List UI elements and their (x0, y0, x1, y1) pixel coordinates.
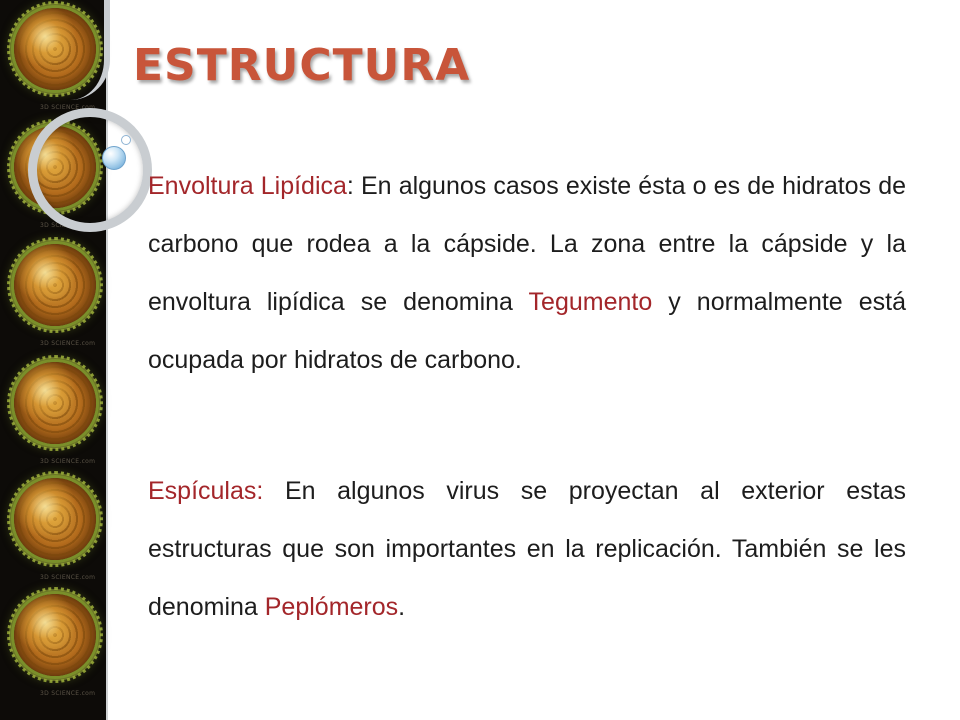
virus-icon (14, 594, 96, 676)
paragraph-text: : En algunos casos existe ésta o es de hidratos de carbono que rodea a la cápside. La zona entre la cápside y la envoltura lipídica se denomina (148, 172, 906, 316)
virus-icon (14, 478, 96, 560)
watermark: 3D SCIENCE.com (40, 222, 96, 229)
watermark: 3D SCIENCE.com (40, 340, 96, 347)
virus-icon (14, 362, 96, 444)
paragraph-text: . (398, 593, 406, 621)
term-espiculas: Espículas: (148, 477, 264, 505)
term-peplomeros: Peplómeros (264, 593, 399, 621)
paragraph-text: y normalmente está ocupada por hidratos de carbono. (148, 288, 906, 374)
watermark: 3D SCIENCE.com (40, 690, 96, 697)
slide-title: ESTRUCTURA (133, 40, 471, 91)
term-envoltura-lipidica: Envoltura Lipídica (148, 172, 347, 200)
small-bubble-icon (121, 135, 131, 145)
virus-icon (14, 244, 96, 326)
bubble-icon (102, 146, 126, 170)
watermark: 3D SCIENCE.com (40, 458, 96, 465)
watermark: 3D SCIENCE.com (40, 574, 96, 581)
paragraph-envoltura (148, 157, 906, 389)
decorative-ring (28, 108, 152, 232)
divider-line (106, 0, 108, 720)
watermark: 3D SCIENCE.com (40, 104, 96, 111)
paragraph-espiculas (148, 462, 906, 636)
term-tegumento: Tegumento (528, 288, 653, 316)
paragraph-text: En algunos virus se proyectan al exterior estas estructuras que son importantes en la replicación. También se les denomina (148, 477, 906, 621)
